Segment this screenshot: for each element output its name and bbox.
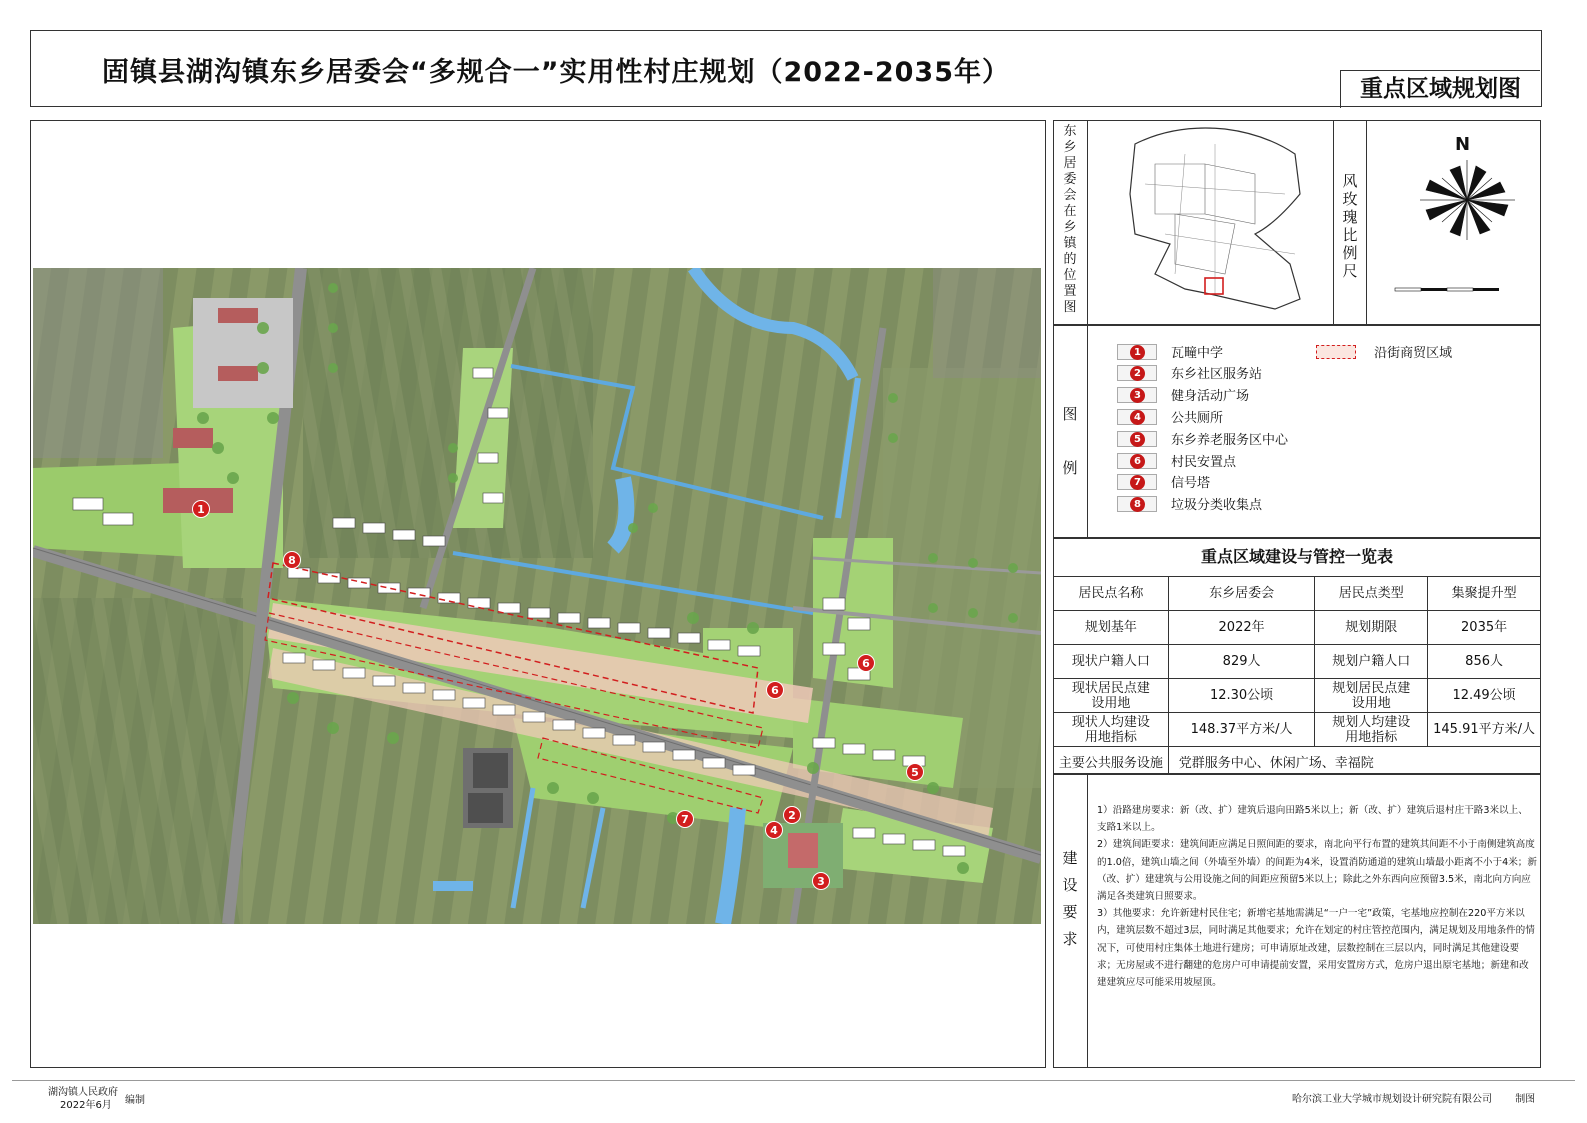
windrose-label: 风玫瑰比例尺 xyxy=(1342,172,1358,280)
legend-num-1: 1 xyxy=(1130,345,1145,360)
table-row xyxy=(1054,679,1541,713)
marker-7[interactable]: 7 xyxy=(676,810,694,828)
footer-right xyxy=(1292,1090,1535,1105)
footer-left xyxy=(48,1086,118,1112)
marker-6a[interactable]: 6 xyxy=(766,681,784,699)
table-row xyxy=(1054,577,1541,611)
facilities-value: 党群服务中心、休闲广场、幸福院 xyxy=(1168,747,1540,781)
legend-label-commercial: 沿街商贸区域 xyxy=(1374,346,1453,361)
legend-num-5: 5 xyxy=(1130,432,1145,447)
legend-num-3: 3 xyxy=(1130,388,1145,403)
divider-windrose xyxy=(1333,120,1334,325)
table-row xyxy=(1054,645,1541,679)
control-table xyxy=(1053,576,1541,781)
table-cell: 12.30公顷 xyxy=(1168,679,1315,713)
divider-windrose-label xyxy=(1366,120,1367,325)
requirement-item: 2）建筑间距要求：建筑间距应满足日照间距的要求，南北向平行布置的建筑其间距不小于南侧建筑高度的1.0倍，建筑山墙之间（外墙至外墙）的间距为4米，设置消防通道的建筑山墙最小距离不小于4米；新（改、扩）建建筑与公用设施之间的间距应预留5米以上；除此之外东西向应预留3.5米，南北向方向应满足各类建筑日照要求。 xyxy=(1097,839,1537,903)
satellite-map[interactable] xyxy=(33,268,1041,924)
legend-title: 图例 xyxy=(1062,405,1078,477)
footer-right-action: 制图 xyxy=(1515,1094,1536,1105)
page-title: 固镇县湖沟镇东乡居委会“多规合一”实用性村庄规划（2022-2035年） xyxy=(102,57,1010,88)
table-row xyxy=(1054,713,1541,747)
legend-item-5 xyxy=(1117,429,1288,447)
table-cell: 居民点名称 xyxy=(1054,577,1169,611)
requirement-item: 1）沿路建房要求：新（改、扩）建筑后退向田路5米以上；新（改、扩）建筑后退村庄干路3米以上、支路1米以上。 xyxy=(1097,805,1528,834)
legend-label-8: 垃圾分类收集点 xyxy=(1171,498,1263,513)
facilities-label: 主要公共服务设施 xyxy=(1054,747,1169,781)
legend-num-8: 8 xyxy=(1130,497,1145,512)
legend-num-7: 7 xyxy=(1130,475,1145,490)
legend-label-5: 东乡养老服务区中心 xyxy=(1171,433,1289,448)
table-cell: 集聚提升型 xyxy=(1428,577,1541,611)
legend-label-6: 村民安置点 xyxy=(1171,455,1237,470)
divider-legend xyxy=(1087,325,1088,538)
marker-2[interactable]: 2 xyxy=(783,806,801,824)
legend-item-8 xyxy=(1117,494,1262,512)
legend-item-commercial xyxy=(1316,342,1452,360)
table-cell: 现状户籍人口 xyxy=(1054,645,1169,679)
legend-label-4: 公共厕所 xyxy=(1171,411,1224,426)
table-cell: 规划居民点建设用地 xyxy=(1315,679,1428,713)
legend-item-1 xyxy=(1117,342,1223,360)
table-cell: 829人 xyxy=(1168,645,1315,679)
table-cell: 856人 xyxy=(1428,645,1541,679)
table-cell: 2022年 xyxy=(1168,611,1315,645)
legend-num-6: 6 xyxy=(1130,454,1145,469)
marker-8[interactable]: 8 xyxy=(283,551,301,569)
footer-right-org: 哈尔滨工业大学城市规划设计研究院有限公司 xyxy=(1292,1094,1492,1105)
table-cell: 148.37平方米/人 xyxy=(1168,713,1315,747)
requirements-text xyxy=(1097,802,1537,991)
control-table-title: 重点区域建设与管控一览表 xyxy=(1053,538,1541,577)
marker-6b[interactable]: 6 xyxy=(857,654,875,672)
legend-num-4: 4 xyxy=(1130,410,1145,425)
footer-left-action: 编制 xyxy=(125,1095,145,1106)
table-cell: 规划期限 xyxy=(1315,611,1428,645)
table-cell: 居民点类型 xyxy=(1315,577,1428,611)
legend-label-3: 健身活动广场 xyxy=(1171,389,1250,404)
footer-divider xyxy=(12,1080,1575,1081)
legend-item-2 xyxy=(1117,363,1262,381)
marker-5[interactable]: 5 xyxy=(906,763,924,781)
divider-location xyxy=(1087,120,1088,325)
legend-item-6 xyxy=(1117,451,1236,469)
table-row xyxy=(1054,611,1541,645)
map-drawing xyxy=(33,268,1041,924)
location-label: 东乡居委会在乡镇的位置图 xyxy=(1063,124,1077,315)
legend-label-2: 东乡社区服务站 xyxy=(1171,367,1263,382)
table-cell: 12.49公顷 xyxy=(1428,679,1541,713)
marker-3[interactable]: 3 xyxy=(812,872,830,890)
map-subtitle: 重点区域规划图 xyxy=(1340,70,1540,108)
legend-item-4 xyxy=(1117,407,1223,425)
footer-left-org: 湖沟镇人民政府 xyxy=(48,1087,118,1098)
legend-num-2: 2 xyxy=(1130,366,1145,381)
commercial-swatch xyxy=(1316,345,1356,359)
scale-bar xyxy=(1393,283,1518,297)
north-label: N xyxy=(1455,134,1471,155)
table-cell: 规划基年 xyxy=(1054,611,1169,645)
table-cell: 现状人均建设用地指标 xyxy=(1054,713,1169,747)
location-map xyxy=(1115,124,1305,320)
legend-item-7 xyxy=(1117,472,1210,490)
table-cell: 现状居民点建设用地 xyxy=(1054,679,1169,713)
table-cell: 东乡居委会 xyxy=(1168,577,1315,611)
requirements-title: 建设要求 xyxy=(1062,849,1078,948)
table-cell: 145.91平方米/人 xyxy=(1428,713,1541,747)
legend-item-3 xyxy=(1117,385,1249,403)
table-cell: 2035年 xyxy=(1428,611,1541,645)
wind-rose-icon xyxy=(1420,160,1515,240)
footer-left-date: 2022年6月 xyxy=(60,1100,112,1111)
table-cell: 规划人均建设用地指标 xyxy=(1315,713,1428,747)
requirement-item: 3）其他要求：允许新建村民住宅；新增宅基地需满足“一户一宅”政策，宅基地应控制在220平方米以内，建筑层数不超过3层，同时满足其他要求；允许在划定的村庄管控范围内，满足规划及用地条件的情况下，可使用村庄集体土地进行建房；可申请原址改建，层数控制在三层以内，同时满足其他建设要求；无房屋或不进行翻建的危房户可申请提前安置，采用安置房方式，危房户退出原宅基地；新建和改建建筑应尽可能采用坡屋顶。 xyxy=(1097,908,1535,989)
marker-4[interactable]: 4 xyxy=(765,821,783,839)
divider-requirements xyxy=(1087,774,1088,1068)
marker-1[interactable]: 1 xyxy=(192,500,210,518)
legend-label-7: 信号塔 xyxy=(1171,476,1211,491)
legend-label-1: 瓦疃中学 xyxy=(1171,346,1224,361)
table-cell: 规划户籍人口 xyxy=(1315,645,1428,679)
